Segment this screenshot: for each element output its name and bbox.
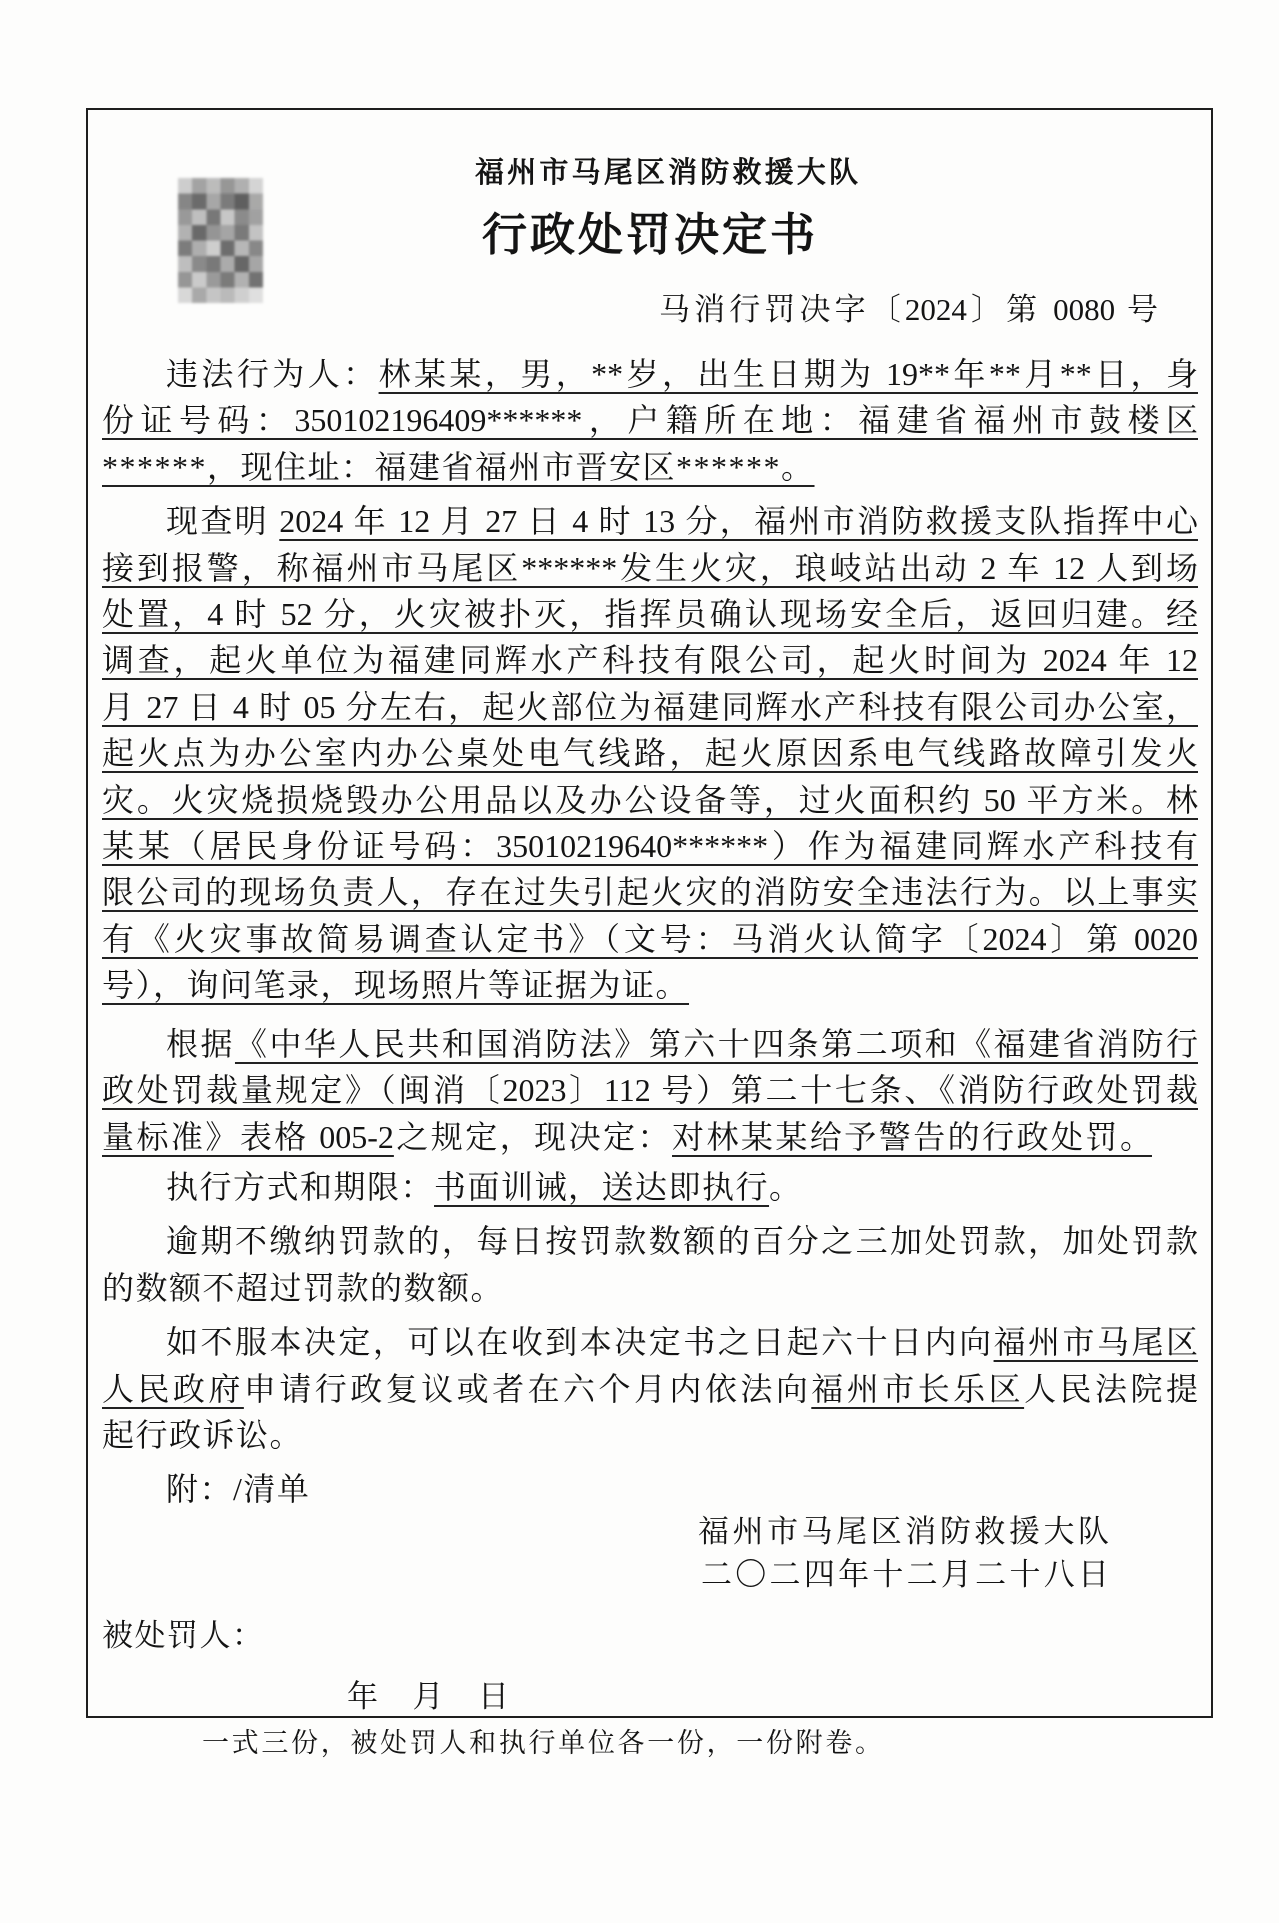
page-title: 行政处罚决定书	[482, 210, 815, 260]
body-line	[102, 591, 1198, 637]
document-number: 马消行罚决字〔2024〕第 0080 号	[659, 292, 1158, 327]
signature-date: 二〇二四年十二月二十八日	[701, 1557, 1109, 1592]
penalty-decision-text: 对林某某给予警告的行政处罚。	[672, 1118, 1152, 1155]
paragraph-attachment	[102, 1466, 1198, 1512]
underlined-text: 接到报警，称福州市马尾区******发生火灾，琅岐站出动 2 车 12 人到场	[102, 549, 1198, 586]
attachment-text: 附：/清单	[166, 1471, 311, 1508]
recipient-date-placeholder: 年 月 日	[347, 1679, 509, 1714]
underlined-text: ******，现住址：福建省福州市晋安区******。	[102, 448, 815, 485]
underlined-text: 份证号码：350102196409******，户籍所在地：福建省福州市鼓楼区	[102, 402, 1198, 439]
underlined-text: 有《火灾事故简易调查认定书》（文号：马消火认简字〔2024〕第 0020	[102, 920, 1198, 957]
underlined-text: 2024 年 12 月 27 日 4 时 13 分，福州市消防救援支队指挥中心	[279, 503, 1198, 540]
underlined-text: 量标准》表格 005-2	[102, 1118, 394, 1155]
underlined-text: 林某某，男，**岁，出生日期为 19**年**月**日，身	[378, 356, 1198, 392]
body-line	[102, 1265, 1198, 1311]
underlined-text: 书面训诫，送达即执行	[434, 1168, 770, 1205]
body-line	[102, 1114, 1198, 1160]
body-line	[102, 1164, 1198, 1210]
field-label: 执行方式和期限：	[166, 1168, 435, 1205]
underlined-text: 限公司的现场负责人，存在过失引起火灾的消防安全违法行为。以上事实	[102, 874, 1198, 911]
paragraph-legal-basis	[102, 1021, 1198, 1160]
body-line	[102, 1366, 1198, 1412]
body-text: 现查明	[166, 503, 280, 540]
field-label: 违法行为人：	[166, 356, 379, 392]
body-line	[102, 1021, 1198, 1067]
paragraph-violator-info	[102, 351, 1198, 490]
paragraph-execution	[102, 1164, 1198, 1210]
body-text: 如不服本决定，可以在收到本决定书之日起六十日内向	[166, 1324, 994, 1361]
underlined-text: 灾。火灾烧损烧毁办公用品以及办公设备等，过火面积约 50 平方米。林	[102, 781, 1198, 818]
body-text: 的数额不超过罚款的数额。	[102, 1269, 505, 1306]
footer-note: 一式三份，被处罚人和执行单位各一份，一份附卷。	[202, 1728, 882, 1758]
body-text: 起行政诉讼。	[102, 1416, 304, 1453]
body-line	[102, 684, 1198, 730]
body-line	[102, 397, 1198, 443]
underlined-text: 号），询问笔录，现场照片等证据为证。	[102, 967, 690, 1004]
body-line	[102, 916, 1198, 962]
underlined-text: 福州市马尾区	[993, 1324, 1198, 1361]
underlined-text: 政处罚裁量规定》（闽消〔2023〕112 号）第二十七条、《消防行政处罚裁	[102, 1072, 1198, 1109]
body-text: 人民法院提	[1024, 1370, 1198, 1407]
body-text: 根据	[166, 1025, 235, 1062]
body-line	[102, 444, 1198, 490]
body-line	[102, 637, 1198, 683]
body-line	[102, 730, 1198, 776]
body-line	[102, 823, 1198, 869]
body-line	[102, 545, 1198, 591]
body-text: 。	[769, 1168, 803, 1205]
recipient-label: 被处罚人：	[102, 1618, 265, 1653]
body-text: 申请行政复议或者在六个月内依法向	[243, 1370, 812, 1407]
signature-org: 福州市马尾区消防救援大队	[698, 1514, 1109, 1549]
body-line	[102, 777, 1198, 823]
body-line	[102, 1412, 1198, 1458]
issuing-org-header: 福州市马尾区消防救援大队	[475, 157, 858, 189]
underlined-text: 福州市长乐区	[811, 1370, 1025, 1407]
decision-body	[102, 351, 1198, 1513]
body-text: 之规定，现决定：	[393, 1118, 673, 1155]
paragraph-appeal	[102, 1319, 1198, 1458]
underlined-text: 月 27 日 4 时 05 分左右，起火部位为福建同辉水产科技有限公司办公室，	[102, 688, 1198, 725]
body-line	[102, 1218, 1198, 1264]
body-line	[102, 1319, 1198, 1365]
body-line	[102, 869, 1198, 915]
underlined-text: 起火点为办公室内办公桌处电气线路，起火原因系电气线路故障引发火	[102, 735, 1198, 772]
underlined-text: 处置，4 时 52 分，火灾被扑灭，指挥员确认现场安全后，返回归建。经	[102, 596, 1198, 633]
body-line	[102, 1466, 1198, 1512]
underlined-text: 某某（居民身份证号码：35010219640******）作为福建同辉水产科技有	[102, 828, 1198, 865]
qr-code-icon	[178, 178, 263, 303]
paragraph-facts	[102, 498, 1198, 1008]
underlined-text: 人民政府	[102, 1370, 244, 1407]
paragraph-overdue	[102, 1218, 1198, 1311]
body-text: 逾期不缴纳罚款的，每日按罚款数额的百分之三加处罚款，加处罚款	[166, 1223, 1198, 1260]
body-line	[102, 351, 1198, 397]
underlined-text: 《中华人民共和国消防法》第六十四条第二项和《福建省消防行	[234, 1025, 1198, 1062]
body-line	[102, 962, 1198, 1008]
underlined-text: 调查，起火单位为福建同辉水产科技有限公司，起火时间为 2024 年 12	[102, 642, 1198, 679]
body-line	[102, 1067, 1198, 1113]
body-line	[102, 498, 1198, 544]
